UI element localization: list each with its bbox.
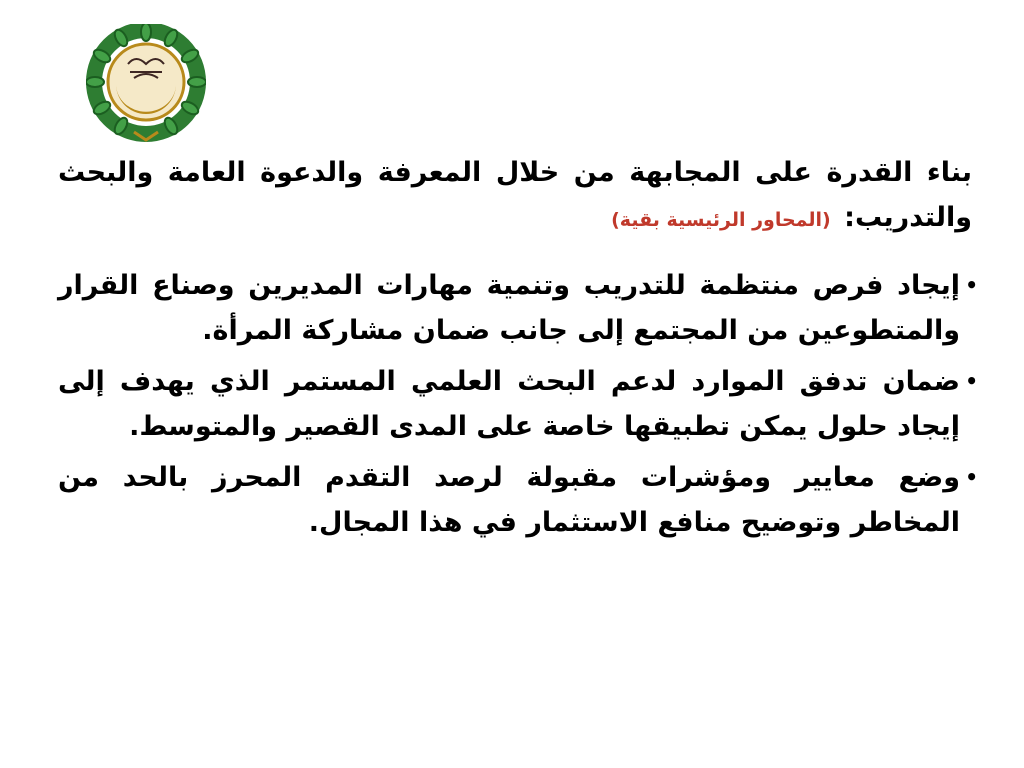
slide-content	[58, 150, 978, 551]
heading	[58, 150, 978, 243]
bullet-text: إيجاد فرص منتظمة للتدريب وتنمية مهارات المديرين وصناع القرار والمتطوعين من المجتمع إلى جانب ضمان مشاركة المرأة.	[58, 270, 960, 346]
bullet-item	[58, 263, 978, 353]
bullet-icon: •	[965, 273, 978, 297]
emblem-disc	[108, 44, 184, 120]
bullet-text: ضمان تدفق الموارد لدعم البحث العلمي المستمر الذي يهدف إلى إيجاد حلول يمكن تطبيقها خاصة على المدى القصير والمتوسط.	[58, 366, 960, 442]
bullet-item	[58, 359, 978, 449]
heading-text: بناء القدرة على المجابهة من خلال المعرفة والدعوة العامة والبحث والتدريب:	[58, 157, 972, 233]
bullet-item	[58, 455, 978, 545]
bullet-icon: •	[965, 369, 978, 393]
heading-subtitle: (المحاور الرئيسية بقية)	[611, 209, 831, 231]
bullet-text: وضع معايير ومؤشرات مقبولة لرصد التقدم المحرز بالحد من المخاطر وتوضيح منافع الاستثمار في هذا المجال.	[58, 462, 960, 538]
emblem-graphic	[86, 24, 206, 144]
bullet-list	[58, 263, 978, 545]
bullet-icon: •	[965, 465, 978, 489]
arab-league-emblem-icon	[86, 24, 206, 144]
